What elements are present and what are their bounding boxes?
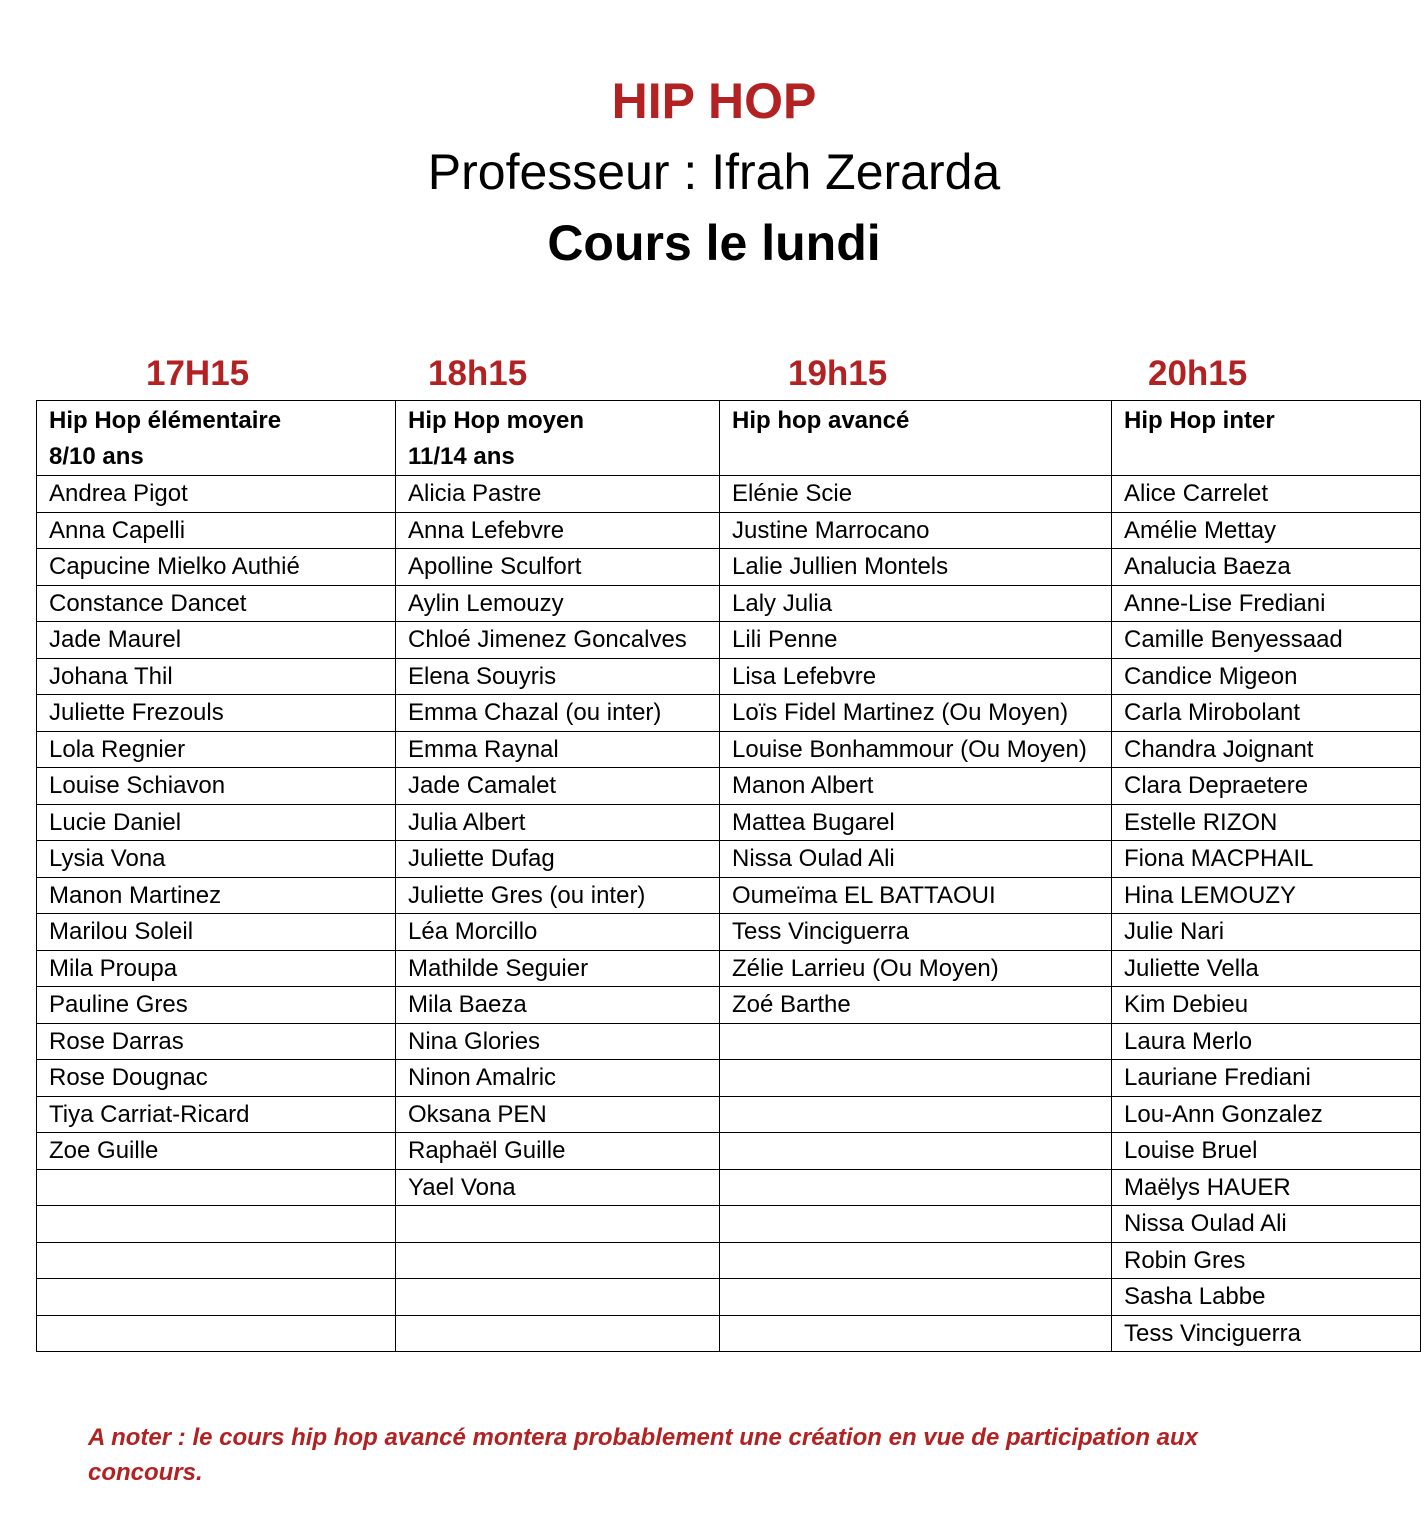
footnote: A noter : le cours hip hop avancé montera probablement une création en vue de participation aux concours. [88,1424,1198,1486]
student-cell [720,1169,1112,1206]
table-row [37,914,1421,951]
student-cell: Jade Camalet [396,768,720,805]
group-name: Hip Hop inter [1124,407,1275,434]
student-cell: Candice Migeon [1112,658,1421,695]
student-cell: Justine Marrocano [720,512,1112,549]
student-cell: Camille Benyessaad [1112,622,1421,659]
table-row [37,476,1421,513]
student-cell: Juliette Vella [1112,950,1421,987]
student-cell: Manon Martinez [37,877,396,914]
student-cell: Anna Lefebvre [396,512,720,549]
student-cell: Emma Chazal (ou inter) [396,695,720,732]
table-row [37,987,1421,1024]
time-slot-3: 19h15 [788,354,888,393]
student-cell: Manon Albert [720,768,1112,805]
student-cell: Mila Baeza [396,987,720,1024]
student-cell: Hina LEMOUZY [1112,877,1421,914]
student-cell: Elénie Scie [720,476,1112,513]
student-cell: Analucia Baeza [1112,549,1421,586]
student-cell: Sasha Labbe [1112,1279,1421,1316]
student-cell: Lauriane Frediani [1112,1060,1421,1097]
student-cell: Lili Penne [720,622,1112,659]
student-cell: Lou-Ann Gonzalez [1112,1096,1421,1133]
student-cell: Robin Gres [1112,1242,1421,1279]
table-row [37,1315,1421,1352]
student-cell: Oumeïma EL BATTAOUI [720,877,1112,914]
student-cell: Louise Bruel [1112,1133,1421,1170]
student-cell: Tiya Carriat-Ricard [37,1096,396,1133]
student-cell: Pauline Gres [37,987,396,1024]
student-cell: Marilou Soleil [37,914,396,951]
student-cell [37,1279,396,1316]
table-row [37,804,1421,841]
student-cell: Elena Souyris [396,658,720,695]
course-day: Cours le lundi [547,215,881,271]
table-row [37,549,1421,586]
table-row [37,1242,1421,1279]
student-cell: Louise Schiavon [37,768,396,805]
student-cell: Raphaël Guille [396,1133,720,1170]
student-cell: Kim Debieu [1112,987,1421,1024]
student-cell: Estelle RIZON [1112,804,1421,841]
student-cell: Aylin Lemouzy [396,585,720,622]
student-cell: Chloé Jimenez Goncalves [396,622,720,659]
student-cell: Julie Nari [1112,914,1421,951]
student-cell: Juliette Dufag [396,841,720,878]
student-cell [720,1096,1112,1133]
student-cell: Zoe Guille [37,1133,396,1170]
student-cell: Nissa Oulad Ali [720,841,1112,878]
student-cell: Zélie Larrieu (Ou Moyen) [720,950,1112,987]
student-cell: Johana Thil [37,658,396,695]
student-cell: Amélie Mettay [1112,512,1421,549]
student-cell [720,1133,1112,1170]
student-cell: Oksana PEN [396,1096,720,1133]
student-cell [396,1315,720,1352]
student-cell: Lola Regnier [37,731,396,768]
student-cell: Tess Vinciguerra [720,914,1112,951]
student-cell [720,1206,1112,1243]
student-cell [37,1242,396,1279]
student-cell: Chandra Joignant [1112,731,1421,768]
student-cell: Lalie Jullien Montels [720,549,1112,586]
table-row [37,658,1421,695]
student-cell [37,1169,396,1206]
student-cell [37,1206,396,1243]
table-row [37,1279,1421,1316]
student-cell [720,1315,1112,1352]
table-row [37,1133,1421,1170]
table-row [37,768,1421,805]
page-title: HIP HOP [611,73,817,129]
student-cell: Anna Capelli [37,512,396,549]
group-header-cell [1112,401,1421,476]
student-cell: Capucine Mielko Authié [37,549,396,586]
group-age: 8/10 ans [49,443,144,470]
student-cell: Fiona MACPHAIL [1112,841,1421,878]
group-age: 11/14 ans [408,443,515,470]
table-row [37,695,1421,732]
student-cell: Lucie Daniel [37,804,396,841]
student-cell: Ninon Amalric [396,1060,720,1097]
student-cell: Lisa Lefebvre [720,658,1112,695]
student-cell: Alicia Pastre [396,476,720,513]
student-cell: Andrea Pigot [37,476,396,513]
student-cell: Apolline Sculfort [396,549,720,586]
group-header-cell [720,401,1112,476]
student-cell: Rose Darras [37,1023,396,1060]
table-row [37,950,1421,987]
table-row [37,1023,1421,1060]
student-cell: Loïs Fidel Martinez (Ou Moyen) [720,695,1112,732]
student-cell: Mila Proupa [37,950,396,987]
student-cell [37,1315,396,1352]
student-cell: Carla Mirobolant [1112,695,1421,732]
student-cell: Tess Vinciguerra [1112,1315,1421,1352]
student-cell: Yael Vona [396,1169,720,1206]
roster-body [37,401,1421,1352]
student-cell: Laura Merlo [1112,1023,1421,1060]
student-cell: Louise Bonhammour (Ou Moyen) [720,731,1112,768]
student-cell [720,1279,1112,1316]
table-row [37,731,1421,768]
student-cell: Mathilde Seguier [396,950,720,987]
time-slot-1: 17H15 [146,354,250,393]
time-slot-2: 18h15 [428,354,528,393]
table-row [37,877,1421,914]
student-cell: Juliette Gres (ou inter) [396,877,720,914]
student-cell [396,1279,720,1316]
student-cell: Rose Dougnac [37,1060,396,1097]
group-header-row [37,401,1421,476]
teacher-line: Professeur : Ifrah Zerarda [427,144,1001,200]
student-cell: Emma Raynal [396,731,720,768]
student-cell: Constance Dancet [37,585,396,622]
student-cell: Maëlys HAUER [1112,1169,1421,1206]
student-cell: Clara Depraetere [1112,768,1421,805]
student-cell: Zoé Barthe [720,987,1112,1024]
student-cell: Mattea Bugarel [720,804,1112,841]
student-cell: Nissa Oulad Ali [1112,1206,1421,1243]
student-cell [720,1242,1112,1279]
student-cell: Julia Albert [396,804,720,841]
student-cell: Juliette Frezouls [37,695,396,732]
group-name: Hip Hop élémentaire [49,407,282,434]
student-cell: Alice Carrelet [1112,476,1421,513]
student-cell: Lysia Vona [37,841,396,878]
table-row [37,512,1421,549]
student-cell [720,1023,1112,1060]
group-header-cell [37,401,396,476]
student-cell: Léa Morcillo [396,914,720,951]
group-name: Hip Hop moyen [408,407,585,434]
table-row [37,841,1421,878]
table-row [37,1169,1421,1206]
table-row [37,585,1421,622]
group-name: Hip hop avancé [732,407,910,434]
student-cell: Anne-Lise Frediani [1112,585,1421,622]
table-row [37,1060,1421,1097]
student-cell [720,1060,1112,1097]
time-slot-4: 20h15 [1148,354,1248,393]
roster-table [36,400,1421,1352]
table-row [37,1206,1421,1243]
student-cell: Nina Glories [396,1023,720,1060]
table-row [37,622,1421,659]
table-row [37,1096,1421,1133]
student-cell: Jade Maurel [37,622,396,659]
student-cell [396,1242,720,1279]
group-header-cell [396,401,720,476]
student-cell [396,1206,720,1243]
student-cell: Laly Julia [720,585,1112,622]
